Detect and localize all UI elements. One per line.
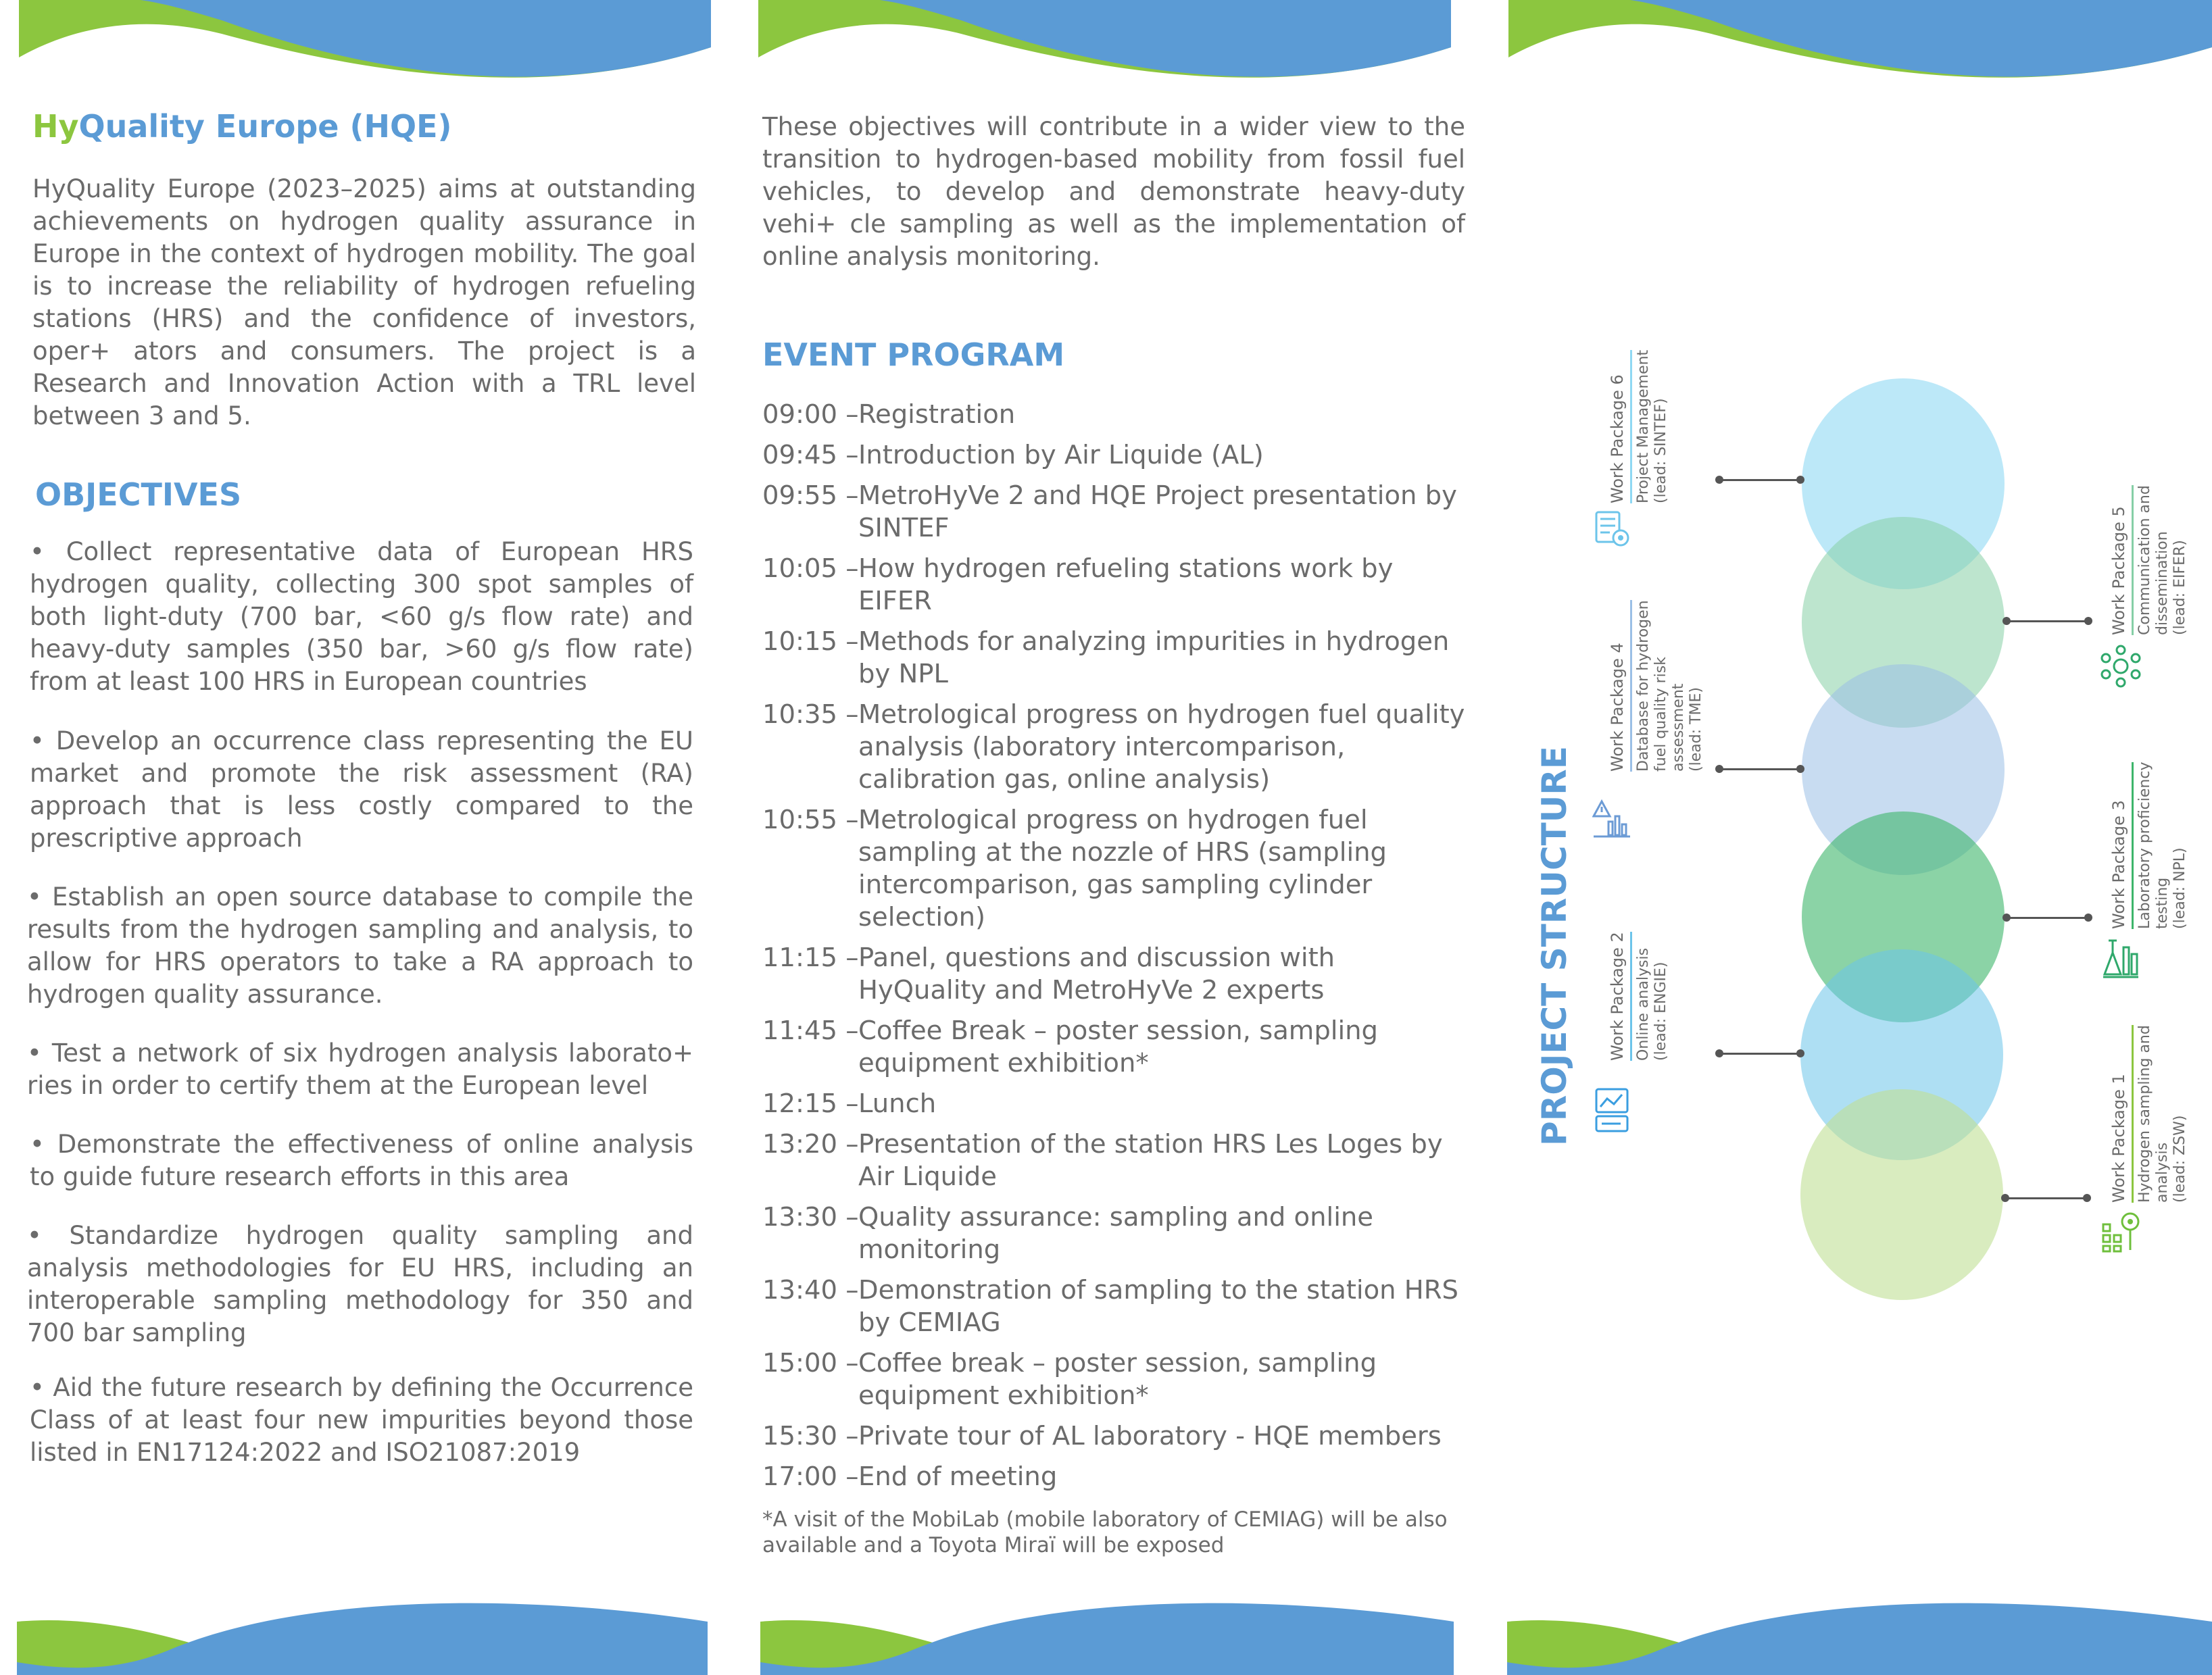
- program-time: 13:30 –: [762, 1202, 859, 1232]
- connector-dot: [2083, 1194, 2091, 1202]
- program-text: Private tour of AL laboratory - HQE members: [858, 1421, 1442, 1451]
- work-package-4: [1607, 600, 1705, 772]
- program-item: [762, 1128, 1465, 1193]
- program-time: 10:05 –: [762, 553, 859, 584]
- circle-wp1: [1800, 1089, 2003, 1300]
- connector-dot: [2002, 914, 2011, 922]
- program-item: [762, 553, 1465, 618]
- objective-item: • Collect representative data of European HRS hydrogen quality, collecting 300 spot samples of both light-duty (700 bar, <60 g/s flow rate) and heavy-duty samples (350 bar, >60 g/s flow rate) from at least 100 HRS in European countries: [30, 537, 693, 696]
- top-wave-panel-1: [19, 0, 711, 81]
- program-time: 17:00 –: [762, 1461, 859, 1492]
- wp-title: Work Package 4: [1607, 600, 1632, 772]
- wp-desc: dissemination: [2154, 531, 2171, 635]
- title-hy: Hy: [32, 108, 79, 145]
- program-text: Coffee break – poster session, sampling equipment exhibition*: [858, 1348, 1377, 1411]
- bottom-wave-panel-2: [760, 1595, 1454, 1675]
- program-item: [762, 1201, 1465, 1266]
- program-time: 09:55 –: [762, 480, 859, 511]
- connector-dot: [1715, 1049, 1723, 1057]
- bottom-wave-panel-3: [1507, 1595, 2212, 1675]
- connector-dot: [2084, 617, 2092, 625]
- connector-wp6: [1719, 479, 1800, 481]
- management-icon: [1594, 508, 1631, 551]
- program-item: [762, 942, 1465, 1007]
- connector-wp2: [1719, 1053, 1800, 1055]
- connector-dot: [1796, 1049, 1804, 1057]
- wp-title: Work Package 2: [1607, 932, 1632, 1061]
- wp-desc: Project Management: [1635, 349, 1652, 503]
- program-text: MetroHyVe 2 and HQE Project presentation by SINTEF: [858, 480, 1457, 543]
- connector-dot: [2001, 1194, 2009, 1202]
- connector-dot: [1715, 765, 1723, 773]
- wp-title: Work Package 6: [1607, 350, 1632, 503]
- event-program-heading: EVENT PROGRAM: [762, 336, 1065, 373]
- objective-item: • Standardize hydrogen quality sampling and analysis methodologies for EU HRS, including an interoperable sampling methodology for 350 and 700 bar sampling: [27, 1221, 693, 1347]
- wp-title: Work Package 3: [2109, 762, 2134, 929]
- program-text: Methods for analyzing impurities in hydrogen by NPL: [858, 626, 1450, 689]
- connector-wp1: [2005, 1197, 2087, 1199]
- program-text: Lunch: [858, 1089, 937, 1119]
- title-rest: Quality Europe (HQE): [78, 108, 452, 145]
- connector-dot: [1796, 476, 1804, 484]
- program-item: [762, 399, 1465, 431]
- wp-desc: Communication and: [2136, 485, 2153, 635]
- program-item: [762, 1461, 1465, 1493]
- program-item: [762, 439, 1465, 472]
- connector-dot: [2084, 914, 2092, 922]
- wp-desc: (lead: NPL): [2171, 847, 2188, 929]
- program-text: Demonstration of sampling to the station HRS by CEMIAG: [858, 1275, 1458, 1338]
- page-title: [32, 108, 452, 145]
- wp-desc: (lead: EIFER): [2171, 540, 2188, 635]
- objective-item: • Develop an occurrence class representing the EU market and promote the risk assessment (RA) approach that is less costly compared to the prescriptive approach: [30, 726, 693, 853]
- program-time: 10:15 –: [762, 626, 859, 657]
- network-icon: [2100, 645, 2141, 691]
- wp-desc: testing: [2154, 877, 2171, 929]
- objective-item: • Demonstrate the effectiveness of online analysis to guide future research efforts in this area: [30, 1130, 693, 1191]
- wp-desc: fuel quality risk: [1652, 657, 1669, 772]
- top-wave-panel-2: [758, 0, 1451, 81]
- program-item: [762, 804, 1465, 934]
- program-text: Panel, questions and discussion with HyQuality and MetroHyVe 2 experts: [858, 943, 1335, 1005]
- bottom-wave-panel-1: [17, 1595, 708, 1675]
- connector-wp3: [2006, 917, 2088, 919]
- connector-wp5: [2006, 620, 2088, 622]
- work-package-3: [2109, 762, 2189, 929]
- wp-desc: (lead: SINTEF): [1652, 398, 1669, 503]
- work-package-1: [2109, 1025, 2189, 1203]
- program-time: 13:40 –: [762, 1275, 859, 1305]
- program-item: [762, 1274, 1465, 1339]
- program-item: [762, 1015, 1465, 1080]
- wp-title: Work Package 1: [2109, 1025, 2134, 1203]
- program-time: 13:20 –: [762, 1129, 859, 1159]
- program-text: Metrological progress on hydrogen fuel sampling at the nozzle of HRS (sampling intercomparison, gas sampling cylinder selection): [858, 805, 1387, 932]
- database-icon: [1592, 797, 1633, 841]
- project-structure-heading: PROJECT STRUCTURE: [1535, 746, 1574, 1146]
- program-text: Metrological progress on hydrogen fuel quality analysis (laboratory intercomparison, calibration gas, online analysis): [858, 699, 1465, 795]
- wp-desc: Online analysis: [1635, 947, 1652, 1061]
- work-package-2: [1607, 932, 1670, 1061]
- program-item: [762, 1347, 1465, 1412]
- connector-dot: [1715, 476, 1723, 484]
- connector-wp4: [1719, 768, 1800, 770]
- program-time: 10:35 –: [762, 699, 859, 730]
- objective-item: • Establish an open source database to compile the results from the hydrogen sampling and analysis, to allow for HRS operators to take a RA approach to hydrogen quality assurance.: [27, 882, 693, 1009]
- wp-desc: (lead: ZSW): [2171, 1115, 2188, 1203]
- wp-desc: analysis: [2154, 1142, 2171, 1203]
- program-text: Presentation of the station HRS Les Loges by Air Liquide: [858, 1129, 1443, 1192]
- top-wave-panel-3: [1508, 0, 2212, 81]
- work-package-5: [2109, 485, 2189, 635]
- program-text: Coffee Break – poster session, sampling equipment exhibition*: [858, 1016, 1378, 1078]
- wp-desc: Hydrogen sampling and: [2136, 1025, 2153, 1203]
- program-item: [762, 699, 1465, 796]
- online-analysis-icon: [1594, 1086, 1631, 1136]
- program-time: 11:45 –: [762, 1016, 859, 1046]
- program-time: 15:30 –: [762, 1421, 859, 1451]
- program-time: 10:55 –: [762, 805, 859, 835]
- footnote: *A visit of the MobiLab (mobile laboratory of CEMIAG) will be also available and a Toyota Miraï will be exposed: [762, 1507, 1448, 1557]
- program-time: 09:45 –: [762, 440, 859, 470]
- program-time: 09:00 –: [762, 399, 859, 430]
- program-text: How hydrogen refueling stations work by EIFER: [858, 553, 1394, 616]
- program-text: Introduction by Air Liquide (AL): [858, 440, 1264, 470]
- program-time: 15:00 –: [762, 1348, 859, 1378]
- program-time: 11:15 –: [762, 943, 859, 973]
- program-item: [762, 626, 1465, 691]
- program-text: Quality assurance: sampling and online monitoring: [858, 1202, 1373, 1265]
- sampling-icon: [2102, 1209, 2142, 1255]
- work-package-6: [1607, 350, 1670, 503]
- wp-desc: (lead: ENGIE): [1652, 961, 1669, 1061]
- program-text: End of meeting: [858, 1461, 1058, 1492]
- lab-icon: [2102, 938, 2140, 981]
- connector-dot: [2002, 617, 2011, 625]
- program-text: Registration: [858, 399, 1016, 430]
- wp-title: Work Package 5: [2109, 485, 2134, 635]
- wp-desc: Laboratory proficiency: [2136, 761, 2153, 929]
- program-item: [762, 1088, 1465, 1120]
- objective-item: • Aid the future research by defining the Occurrence Class of at least four new impurities beyond those listed in EN17124:2022 and ISO21087:2019: [30, 1373, 693, 1467]
- program-item: [762, 1420, 1465, 1453]
- program-item: [762, 480, 1465, 545]
- wp-desc: (lead: TME): [1688, 687, 1704, 772]
- contribution-paragraph: These objectives will contribute in a wider view to the transition to hydrogen-based mobility from fossil fuel vehicles, to develop and demonstrate heavy-duty vehi+ cle sampling as well as the implementation of online analysis monitoring.: [762, 112, 1465, 271]
- wp-desc: assessment: [1670, 683, 1687, 772]
- objectives-heading: OBJECTIVES: [35, 476, 242, 513]
- program-list: [762, 399, 1465, 1501]
- objective-item: • Test a network of six hydrogen analysis laborato+ ries in order to certify them at the European level: [27, 1039, 693, 1100]
- intro-paragraph: HyQuality Europe (2023–2025) aims at outstanding achievements on hydrogen quality assurance in Europe in the context of hydrogen mobility. The goal is to increase the reliability of hydrogen refueling stations (HRS) and the confidence of investors, oper+ ators and consumers. The project is a Research and Innovation Action with a TRL level between 3 and 5.: [32, 174, 696, 430]
- connector-dot: [1796, 765, 1804, 773]
- wp-desc: Database for hydrogen: [1635, 600, 1652, 772]
- program-time: 12:15 –: [762, 1089, 859, 1119]
